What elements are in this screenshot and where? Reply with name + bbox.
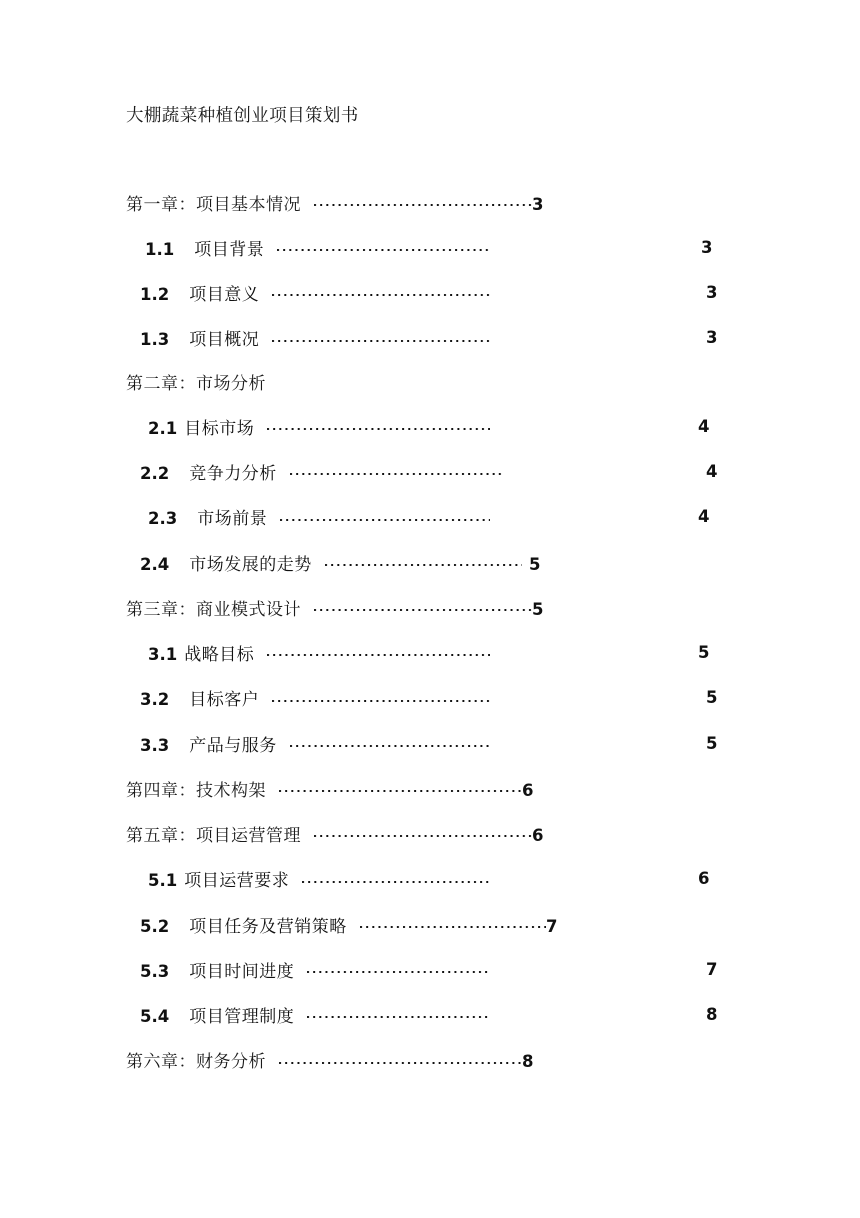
toc-entry-row: [140, 328, 742, 351]
dot-leader: [325, 553, 522, 570]
toc-page-number: 4: [698, 416, 710, 436]
toc-entry-label: 第六章：财务分析: [126, 1052, 266, 1073]
toc-entry-s3-1[interactable]: [126, 643, 742, 666]
dot-leader: [267, 417, 490, 434]
toc-entry-s5-2[interactable]: [126, 915, 742, 938]
dot-leader: [307, 1005, 490, 1022]
toc-entry-label: 项目时间进度: [189, 961, 295, 982]
toc-entry-row: [126, 779, 742, 802]
toc-entry-label: 项目概况: [189, 330, 260, 351]
toc-entry-label: 目标市场: [184, 418, 255, 439]
toc-entry-label: 第二章：市场分析: [126, 373, 266, 394]
toc-entry-ch5[interactable]: [126, 824, 742, 847]
dot-leader: [314, 193, 532, 210]
toc-entry-label: 竞争力分析: [189, 464, 277, 484]
toc-entry-label: 第一章：项目基本情况: [126, 194, 301, 215]
toc-entry-label: 第三章：商业模式设计: [126, 599, 301, 620]
toc-entry-row: [140, 688, 742, 711]
toc-entry-s1-1[interactable]: [126, 238, 742, 261]
toc-page-number: 6: [532, 826, 544, 845]
dot-leader: [272, 328, 490, 345]
dot-leader: [279, 779, 522, 796]
toc-entry-label: 市场发展的走势: [189, 554, 312, 575]
toc-entry-label: 项目管理制度: [189, 1007, 295, 1027]
toc-page-number: 3: [701, 237, 713, 257]
toc-entry-s5-4[interactable]: [126, 1005, 742, 1028]
toc-entry-number: 1.2: [140, 285, 170, 304]
table-of-contents: [126, 193, 742, 1074]
toc-entry-number: 3.2: [140, 690, 170, 710]
toc-page-number: 3: [532, 194, 544, 214]
toc-entry-s1-3[interactable]: [126, 328, 742, 351]
toc-page-number: 5: [706, 733, 718, 753]
dot-leader: [280, 507, 490, 524]
toc-entry-ch6[interactable]: [126, 1050, 742, 1073]
toc-page-number: 7: [706, 959, 718, 979]
toc-entry-row: [148, 507, 742, 530]
toc-entry-label: 产品与服务: [189, 735, 277, 756]
document-title: 大棚蔬菜种植创业项目策划书: [126, 106, 359, 126]
toc-entry-row: [140, 1005, 742, 1028]
toc-entry-label: 项目意义: [189, 285, 260, 305]
toc-entry-row: [140, 283, 742, 306]
toc-entry-label: 第五章：项目运营管理: [126, 826, 301, 846]
dot-leader: [272, 688, 490, 705]
dot-leader: [314, 824, 532, 841]
toc-entry-ch3[interactable]: [126, 598, 742, 621]
toc-page-number: 3: [706, 283, 718, 302]
dot-leader: [307, 960, 490, 977]
dot-leader: [314, 598, 532, 615]
toc-entry-number: 5.4: [140, 1007, 170, 1026]
toc-page-number: 8: [522, 1052, 534, 1072]
toc-entry-label: 项目运营要求: [184, 871, 290, 892]
toc-entry-row: [140, 915, 742, 938]
dot-leader: [302, 869, 490, 886]
toc-entry-number: 2.3: [148, 509, 178, 529]
toc-entry-s2-4[interactable]: [126, 553, 742, 576]
toc-entry-row: [126, 374, 742, 395]
toc-entry-s2-3[interactable]: [126, 507, 742, 530]
toc-entry-ch4[interactable]: [126, 779, 742, 802]
toc-entry-ch1[interactable]: [126, 193, 742, 216]
toc-entry-ch2[interactable]: [126, 374, 742, 395]
toc-entry-row: [140, 734, 742, 757]
toc-page-number: 5: [698, 643, 710, 662]
toc-entry-row: [126, 824, 742, 847]
toc-entry-row: [140, 960, 742, 983]
toc-entry-number: 3.1: [148, 645, 178, 664]
toc-page-number: 6: [522, 780, 534, 800]
toc-entry-s1-2[interactable]: [126, 283, 742, 306]
page-content: [126, 104, 742, 1096]
dot-leader: [290, 462, 502, 479]
dot-leader: [360, 915, 546, 932]
toc-entry-label: 第四章：技术构架: [126, 780, 266, 801]
toc-page-number: 8: [706, 1005, 718, 1024]
toc-entry-number: 1.3: [140, 330, 170, 350]
toc-page-number: 4: [706, 462, 718, 481]
toc-entry-number: 1.1: [145, 239, 175, 259]
dot-leader: [290, 734, 490, 751]
dot-leader: [277, 238, 490, 255]
toc-entry-row: [148, 417, 742, 440]
toc-entry-row: [126, 193, 742, 216]
toc-page-number: 7: [546, 916, 558, 936]
toc-entry-label: 目标客户: [189, 690, 260, 711]
toc-page-number: 5: [532, 599, 544, 619]
toc-entry-number: 5.3: [140, 961, 170, 981]
toc-page-number: 5: [706, 688, 718, 708]
toc-entry-number: 2.1: [148, 418, 178, 438]
toc-entry-number: 5.1: [148, 871, 178, 891]
toc-page-number: 5: [529, 554, 541, 574]
toc-entry-s3-3[interactable]: [126, 734, 742, 757]
toc-entry-s2-2[interactable]: [126, 462, 742, 485]
toc-entry-row: [140, 462, 742, 485]
dot-leader: [279, 1050, 522, 1067]
toc-entry-number: 2.4: [140, 554, 170, 574]
toc-entry-s3-2[interactable]: [126, 688, 742, 711]
toc-page-number: 6: [698, 869, 710, 889]
toc-entry-number: 5.2: [140, 916, 170, 936]
toc-entry-row: [126, 598, 742, 621]
toc-page-number: 4: [698, 507, 710, 527]
toc-entry-s5-3[interactable]: [126, 960, 742, 983]
dot-leader: [267, 643, 490, 660]
toc-page-number: 3: [706, 328, 718, 348]
toc-entry-label: 市场前景: [197, 509, 268, 530]
toc-entry-row: [126, 1050, 742, 1073]
toc-entry-row: [140, 553, 742, 576]
toc-entry-label: 项目任务及营销策略: [189, 916, 347, 937]
toc-entry-number: 2.2: [140, 464, 170, 483]
toc-entry-label: 战略目标: [184, 645, 255, 665]
toc-entry-row: [145, 238, 742, 261]
toc-entry-s2-1[interactable]: [126, 417, 742, 440]
toc-entry-number: 3.3: [140, 735, 170, 755]
toc-entry-row: [148, 643, 742, 666]
toc-entry-s5-1[interactable]: [126, 869, 742, 892]
toc-entry-row: [148, 869, 742, 892]
toc-entry-label: 项目背景: [194, 239, 265, 260]
dot-leader: [272, 283, 490, 300]
